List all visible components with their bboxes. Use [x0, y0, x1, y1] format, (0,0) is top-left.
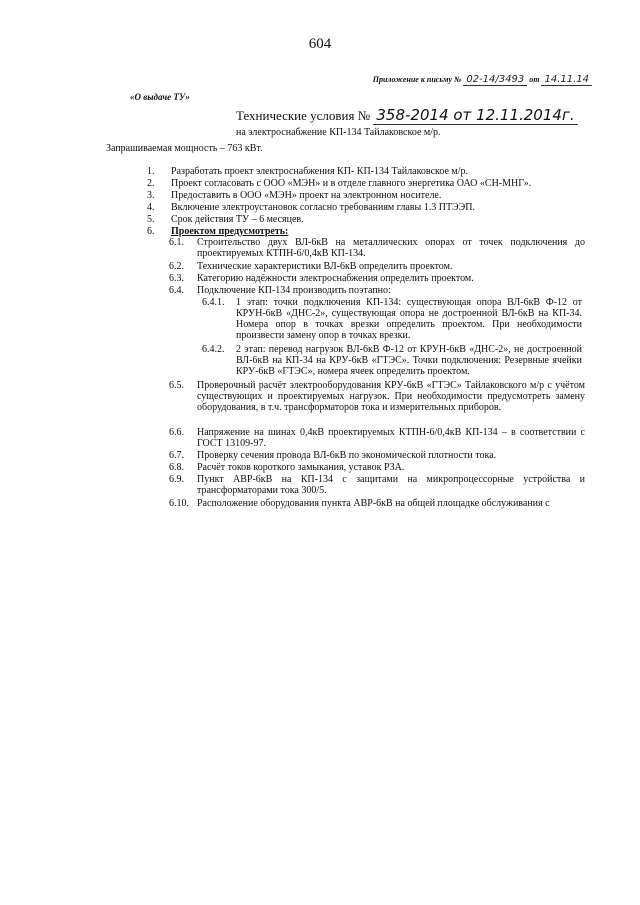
item-text: 2 этап: перевод нагрузок ВЛ-6кВ Ф-12 от КРУН-6кВ «ДНС-2», не достроенной ВЛ-6кВ на КП-34 на КРУ-6кВ «ГТЭС». Точки подключения: Резервные ячейки КРУ-6кВ «ГТЭС», номера ячеек определить проектом. [236, 344, 582, 377]
item-number: 6.10. [169, 498, 189, 509]
item-number: 6.9. [169, 474, 184, 485]
item-number: 6.4. [169, 285, 184, 296]
item-text: Пункт АВР-6кВ на КП-134 с защитами на микропроцессорные устройства и трансформаторами тока 300/5. [197, 474, 585, 496]
item-text: Разработать проект электроснабжения КП- КП-134 Тайлаковское м/р. [171, 166, 469, 177]
page-number: 604 [308, 36, 332, 52]
title-label: Технические условия № [236, 108, 371, 123]
item-number: 1. [147, 166, 155, 177]
item-number: 6.5. [169, 380, 184, 391]
document-subtitle: на электроснабжение КП-134 Тайлаковское м/р. [236, 127, 441, 138]
item-text: Расположение оборудования пункта АВР-6кВ на общей площадке обслуживания с [197, 498, 550, 509]
item-text: Проектом предусмотреть: [171, 226, 289, 237]
item-number: 6.2. [169, 261, 184, 272]
item-number: 4. [147, 202, 155, 213]
annex-label: Приложение к письму № [372, 75, 462, 84]
item-number: 6.1. [169, 237, 184, 248]
about-label: «О выдаче ТУ» [130, 92, 190, 102]
item-text: Напряжение на шинах 0,4кВ проектируемых КТПН-6/0,4кВ КП-134 – в соответствии с ГОСТ 13109-97. [197, 427, 585, 449]
document-title [236, 106, 578, 124]
annex-reference [373, 74, 592, 85]
item-text: Срок действия ТУ – 6 месяцев. [171, 214, 304, 225]
item-number: 6. [147, 226, 155, 237]
item-number: 3. [147, 190, 155, 201]
item-text: Проект согласовать с ООО «МЭН» и в отделе главного энергетика ОАО «СН-МНГ». [171, 178, 532, 189]
annex-from: от [529, 75, 540, 84]
item-text: 1 этап: точки подключения КП-134: существующая опора ВЛ-6кВ Ф-12 от КРУН-6кВ «ДНС-2», существующая опора не достроенной ВЛ-6кВ на КП-34. Номера опор в точках врезки определить проектом. При необходимости произвести замену опор в точках врезки. [236, 297, 582, 341]
item-text: Включение электроустановок согласно требованиям главы 1.3 ПТЭЭП. [171, 202, 475, 213]
item-text: Категорию надёжности электроснабжения определить проектом. [197, 273, 474, 284]
item-number: 6.4.2. [202, 344, 225, 355]
item-number: 6.8. [169, 462, 184, 473]
item-text: Проверку сечения провода ВЛ-6кВ по экономической плотности тока. [197, 450, 497, 461]
item-text: Технические характеристики ВЛ-6кВ определить проектом. [197, 261, 453, 272]
item-text: Расчёт токов короткого замыкания, уставок РЗА. [197, 462, 405, 473]
item-number: 2. [147, 178, 155, 189]
item-number: 5. [147, 214, 155, 225]
item-number: 6.7. [169, 450, 184, 461]
requested-power: Запрашиваемая мощность – 763 кВт. [106, 143, 263, 154]
annex-date: 14.11.14 [541, 74, 592, 86]
item-text: Строительство двух ВЛ-6кВ на металлических опорах от точек подключения до проектируемых КТПН-6/0,4кВ КП-134. [197, 237, 585, 259]
item-text: Предоставить в ООО «МЭН» проект на электронном носителе. [171, 190, 442, 201]
annex-number: 02-14/3493 [463, 74, 527, 86]
item-text: Проверочный расчёт электрооборудования КРУ-6кВ «ГТЭС» Тайлаковского м/р с учётом существующих и проектируемых нагрузок. При необходимости предусмотреть замену оборудования, в т.ч. трансформаторов тока и измерительных приборов. [197, 380, 585, 413]
item-number: 6.6. [169, 427, 184, 438]
item-text: Подключение КП-134 производить поэтапно: [197, 285, 391, 296]
title-number-handwritten: 358-2014 от 12.11.2014г. [373, 106, 577, 125]
item-number: 6.3. [169, 273, 184, 284]
item-number: 6.4.1. [202, 297, 225, 308]
